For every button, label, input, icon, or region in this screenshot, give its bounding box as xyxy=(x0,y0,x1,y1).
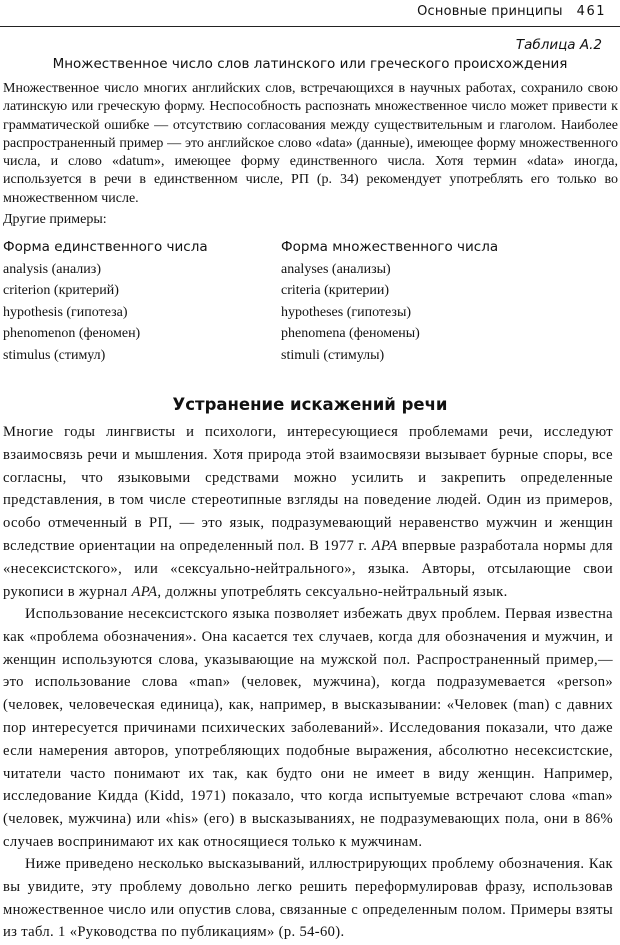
section-title: Устранение искажений речи xyxy=(172,395,448,414)
paragraph-1-text-c: должны употреблять сексуально-нейтральный язык. xyxy=(161,583,508,600)
plural-form: analyses (анализы) xyxy=(281,261,391,277)
running-header xyxy=(417,4,606,19)
header-rule xyxy=(0,26,620,27)
singular-form: stimulus (стимул) xyxy=(3,347,106,363)
apa-abbreviation: APA xyxy=(371,537,398,554)
examples-table xyxy=(3,237,613,367)
plural-form: stimuli (стимулы) xyxy=(281,347,385,363)
examples-row xyxy=(3,280,613,302)
table-caption: Множественное число слов латинского или греческого происхождения xyxy=(52,56,568,72)
plural-form: criteria (критерии) xyxy=(281,283,390,299)
examples-label: Другие примеры: xyxy=(3,212,107,227)
paragraph-1-text-b: впервые разработала нормы для «несексистского», или «сексуально-нейтрального», языка. Авторы, отсылающие свои рукописи в журнал xyxy=(3,537,613,600)
page-number: 461 xyxy=(576,4,606,19)
paragraph-1 xyxy=(3,421,613,603)
column-header-plural: Форма множественного числа xyxy=(281,239,499,255)
paragraph-3: Ниже приведено несколько высказываний, иллюстрирующих проблему обозначения. Как вы увидите, эту проблему довольно легко решить переформулировав фразу, использовав множественное число или опустив слова, связанные с определенным полом. Примеры взяты из табл. 1 «Руководства по публикациям» (р. 54-60). xyxy=(3,856,613,941)
paragraph-1-text-a: Многие годы лингвисты и психологи, интересующиеся проблемами речи, исследуют взаимосвязь речи и мышления. Хотя природа этой взаимосвязи вызывает бурные споры, все согласны, что языковыми средствами можно усилить и закрепить определенные представления, в том числе стереотипные взгляды на поведение людей. Один из примеров, особо отмеченный в РП, — это язык, подразумевающий неравенство мужчин и женщин вследствие ориентации на определенный пол. В 1977 г. xyxy=(3,424,613,554)
singular-form: phenomenon (феномен) xyxy=(3,326,141,342)
column-header-singular: Форма единственного числа xyxy=(3,239,208,255)
singular-form: hypothesis (гипотеза) xyxy=(3,304,128,320)
singular-form: analysis (анализ) xyxy=(3,261,101,277)
paragraph-2: Использование несексистского языка позволяет избежать двух проблем. Первая известна как «проблема обозначения». Она касается тех случаев, когда для обозначения и мужчин, и женщин используются слова, указывающие на мужской пол. Распространенный пример,— это использование слова «man» (человек, мужчина), когда подразумевается «person» (человек, человеческая единица), как, например, в высказывании: «Человек (man) с давних пор интересуется причинами психических заболеваний». Исследования показали, что даже если намерения авторов, употребляющих подобные выражения, абсолютно несексистские, читатели часто понимают их так, как будто они не имеет в виду женщин. Например, исследование Кидда (Kidd, 1971) показало, что когда испытуемые встречают слова «man» (человек, мужчина) или «his» (его) в высказываниях, не подразумевающих пола, они в 86% случаев воспринимают их как относящиеся только к мужчинам. xyxy=(3,606,613,850)
singular-form: criterion (критерий) xyxy=(3,283,119,299)
running-title: Основные принципы xyxy=(417,4,563,19)
table-label: Таблица А.2 xyxy=(515,37,602,53)
examples-row xyxy=(3,323,613,345)
table-explanation-text: Множественное число многих английских слов, встречающихся в научных работах, сохранило свою латинскую или греческую форму. Неспособность распознать множественное число может привести к грамматической ошибке — отсутствию согласования между существительным и глаголом. Наиболее распространенный пример — это английское слово «data» (данные), имеющее форму множественного числа, и слово «datum», имеющее форму единственного числа. Хотя термин «data» иногда, используется в речи в единственном числе, РП (р. 34) рекомендует употреблять его только во множественном числе. xyxy=(3,81,618,206)
plural-form: phenomena (феномены) xyxy=(281,326,420,342)
examples-row xyxy=(3,302,613,324)
examples-header-row xyxy=(3,237,613,259)
examples-row xyxy=(3,259,613,281)
examples-row xyxy=(3,345,613,367)
apa-abbreviation: APA, xyxy=(131,583,162,600)
plural-form: hypotheses (гипотезы) xyxy=(281,304,412,320)
